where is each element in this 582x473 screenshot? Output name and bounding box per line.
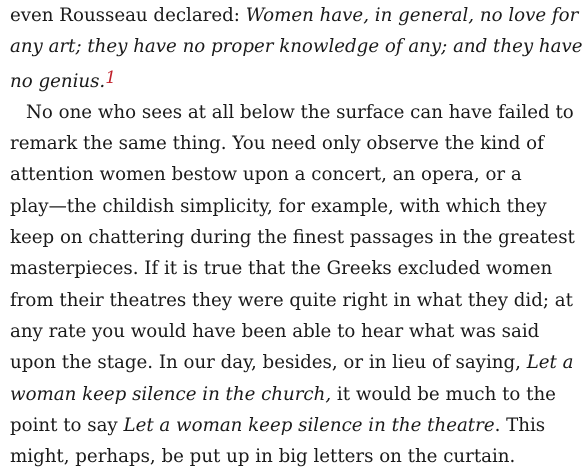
text-line [10,63,494,97]
document-page [10,0,582,472]
text-line: keep on chattering during the finest passages in the greatest [10,227,575,249]
text-line [10,410,546,441]
text-line [10,31,582,62]
text-line: might, perhaps, be put up in big letters on the curtain. [10,446,516,468]
text-line [10,347,574,378]
text-line [10,0,579,31]
quote-text: Women have, in general, no love for [245,5,579,26]
body-paragraph [10,97,575,473]
text-run: it would be much to the [331,383,556,405]
text-line: remark the same thing. You need only observe the kind of [10,133,544,155]
text-run: upon the stage. In our day, besides, or in lieu of saying, [10,352,527,374]
rousseau-quote [10,0,582,97]
text-line [10,379,556,410]
italic-phrase: Let a woman keep silence in the theatre [123,414,495,436]
text-line: attention women bestow upon a concert, an opera, or a [10,164,522,186]
text-line: play—the childish simplicity, for example, with which they [10,195,547,217]
footnote-link[interactable]: 1 [105,67,117,88]
italic-phrase: Let a [526,352,574,374]
text-run: point to say [10,414,124,436]
italic-phrase: woman keep silence in the church, [10,383,332,405]
text-line: from their theatres they were quite right in what they did; at [10,289,573,311]
quote-text: no genius. [10,70,106,92]
text-line: No one who sees at all below the surface can have failed to [26,101,574,123]
quote-text: any art; they have no proper knowledge of any; and they have [10,36,582,58]
text-line: masterpieces. If it is true that the Greeks excluded women [10,258,553,280]
text-run: . This [494,414,546,436]
text-line: any rate you would have been able to hear what was said [10,320,540,342]
text-run: even Rousseau declared: [10,5,246,26]
